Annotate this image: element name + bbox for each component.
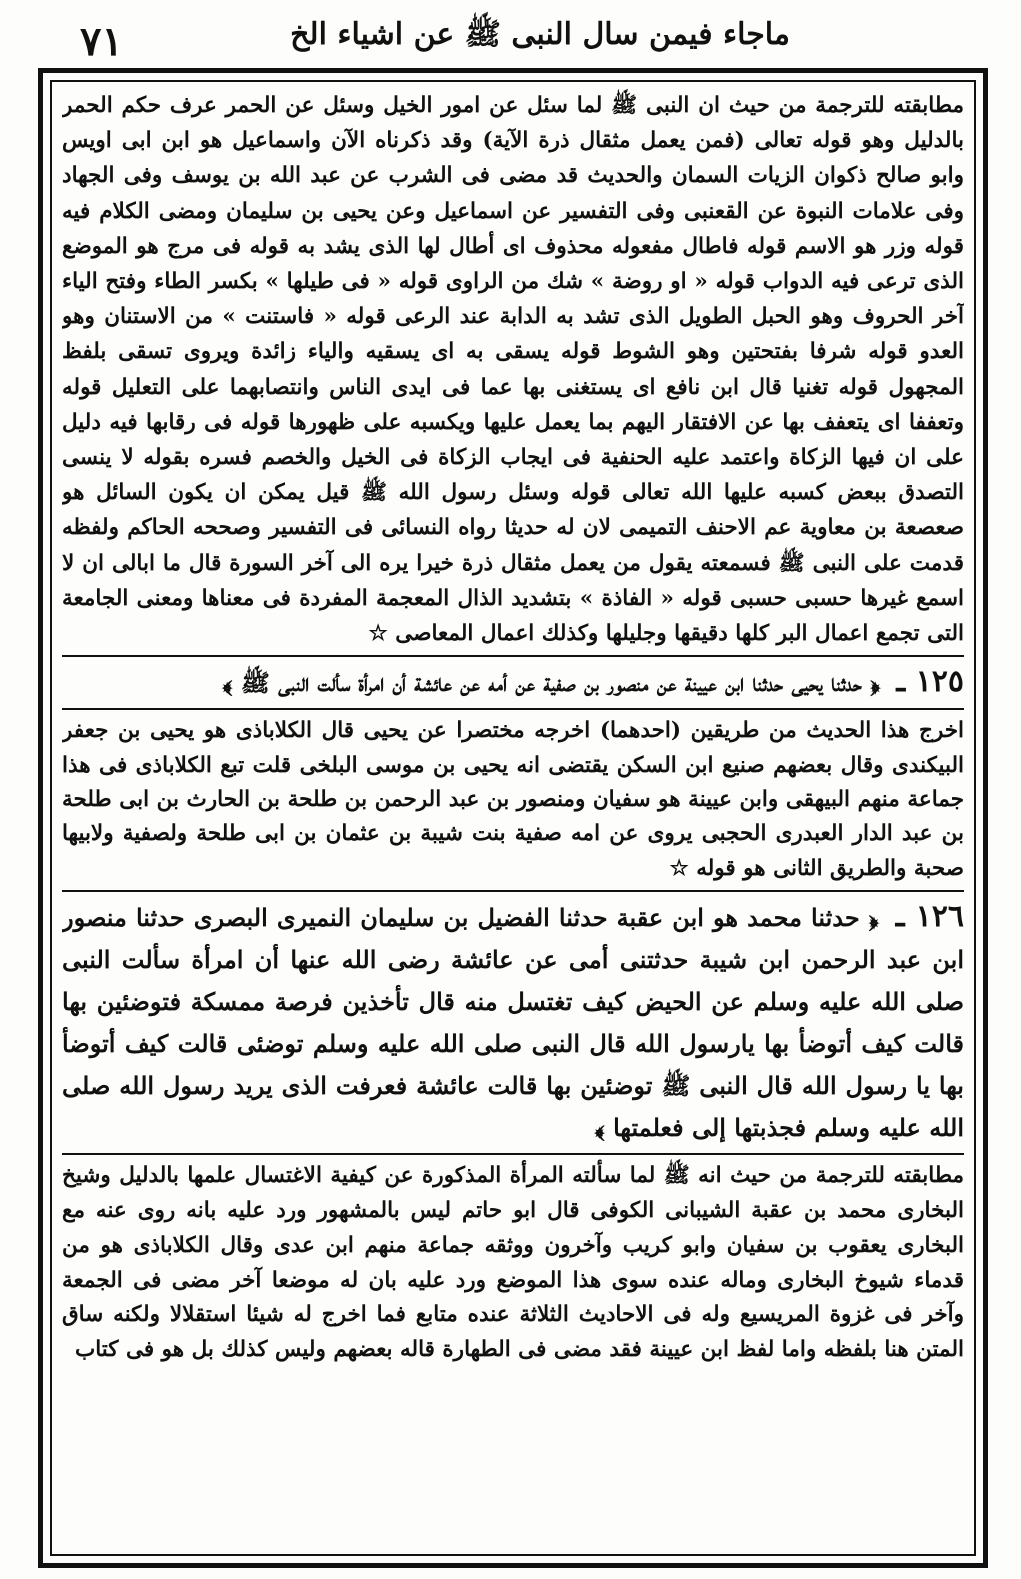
page-body — [62, 88, 964, 1548]
section-divider — [62, 1153, 964, 1155]
hadith-number: ١٢٦ ـ — [895, 899, 964, 935]
page-number: ٧١ — [80, 18, 123, 65]
hadith-text: ﴿ حدثنا يحيى حدثنا ابن عيينة عن منصور بن صفية عن أمه عن عائشة أن امرأة سألت النبى ﷺ ﴾ — [222, 668, 881, 698]
commentary-paragraph-3: مطابقته للترجمة من حيث انه ﷺ لما سألته المرأة المذكورة عن كيفية الاغتسال علمها بالدليل وشيخ البخارى محمد بن عقبة الشيبانى الكوفى قال ابو حاتم ليس بالمشهور ورد عليه بانه روى عنه مع البخارى يعقوب بن سفيان وابو كريب وآخرون ووثقه جماعة منهم ابن عدى وقال الكلاباذى هو من قدماء شيوخ البخارى وماله عنده سوى هذا الموضع ورد عليه بان له موضعا آخر مضى فى الجمعة وآخر فى غزوة المريسيع وله فى الاحاديث الثلاثة عنده متابع فما اخرج له شيئا استقلالا ولكنه ساق المتن هنا بلفظه واما لفظ ابن عيينة فقد مضى فى الطهارة قاله بعضهم وليس كذلك بل هو فى كتاب — [62, 1163, 964, 1363]
hadith-number: ١٢٥ ـ — [896, 664, 964, 700]
section-divider — [62, 655, 964, 657]
hadith-126 — [62, 896, 964, 1149]
running-header — [70, 14, 970, 66]
hadith-text: ﴿ حدثنا محمد هو ابن عقبة حدثنا الفضيل بن سليمان النميرى البصرى حدثنا منصور ابن عبد الرحمن ابن شيبة حدثتنى أمى عن عائشة رضى الله عنها أن امرأة سألت النبى صلى الله عليه وسلم عن الحيض كيف تغتسل منه قال تأخذين فرصة ممسكة فتوضئين بها قالت كيف أتوضأ بها يارسول الله قال النبى صلى الله عليه وسلم توضئى قالت كيف أتوضأ بها يا رسول الله قال النبى ﷺ توضئين بها قالت عائشة فعرفت الذى يريد رسول الله صلى الله عليه وسلم فجذبتها إلى فعلمتها ﴾ — [62, 903, 964, 1143]
section-divider — [62, 708, 964, 710]
section-divider — [62, 890, 964, 892]
hadith-125 — [62, 661, 964, 704]
commentary-paragraph-1: مطابقته للترجمة من حيث ان النبى ﷺ لما سئل عن امور الخيل وسئل عن الحمر عرف حكم الحمر بالدليل وهو قوله تعالى (فمن يعمل مثقال ذرة الآية) وقد ذكرناه الآن واسماعيل هو ابن ابى اويس وابو صالح ذكوان الزيات السمان والحديث قد مضى فى الشرب عن عبد الله بن يوسف وفى الجهاد وفى علامات النبوة عن القعنبى وفى التفسير عن اسماعيل وعن يحيى بن سليمان ومضى الكلام فيه قوله وزر هو الاسم قوله فاطال مفعوله محذوف اى أطال لها الذى يشد به قوله فى مرج هو الموضع الذى ترعى فيه الدواب قوله « او روضة » شك من الراوى قوله « فى طيلها » بكسر الطاء وفتح الياء آخر الحروف وهو الحبل الطويل الذى تشد به الدابة عند الرعى قوله « فاستنت » من الاستنان وهو العدو قوله شرفا بفتحتين وهو الشوط قوله يسقى به اى يسقيه والياء زائدة ويروى تسقى بلفظ المجهول قوله تغنيا قال ابن نافع اى يستغنى بها عما فى ايدى الناس وانتصابهما على التعليل قوله وتعففا اى يتعفف بها عن الافتقار اليهم بما يعمل عليها ويكسبه على ظهورها قوله فى رقابها فيه دليل على ان فيها الزكاة واعتمد عليه الحنفية فى ايجاب الزكاة فى الخيل والخصم فسره بقوله لا ينسى التصدق ببعض كسبه عليها الله تعالى قوله وسئل رسول الله ﷺ قيل يمكن ان يكون السائل هو صعصعة بن معاوية عم الاحنف التميمى لان له حديثا رواه النسائى فى التفسير وصححه الحاكم ولفظه قدمت على النبى ﷺ فسمعته يقول من يعمل مثقال ذرة خيرا يره الى آخر السورة قال ما ابالى ان لا اسمع غيرها حسبى حسبى قوله « الفاذة » بتشديد الذال المعجمة المفردة فى معناها ومعنى الجامعة التى تجمع اعمال البر كلها دقيقها وجليلها وكذلك اعمال المعاصى ☆ — [62, 93, 964, 647]
commentary-paragraph-2: اخرج هذا الحديث من طريقين (احدهما) اخرجه مختصرا عن يحيى قال الكلاباذى هو يحيى بن جعفر البيكندى وقال بعضهم صنيع ابن السكن يقتضى انه يحيى بن موسى البلخى قلت تبع الكلاباذى فى هذا جماعة منهم البيهقى وابن عيينة هو سفيان ومنصور بن عبد الرحمن بن طلحة بن الحارث بن ابى طلحة بن عبد الدار العبدرى الحجبى يروى عن امه صفية بنت شيبة بن عثمان بن ابى طلحة ولصفية ولابيها صحبة والطريق الثانى هو قوله ☆ — [62, 718, 964, 881]
header-title: ماجاء فيمن سال النبى ﷺ عن اشياء الخ — [290, 17, 790, 52]
